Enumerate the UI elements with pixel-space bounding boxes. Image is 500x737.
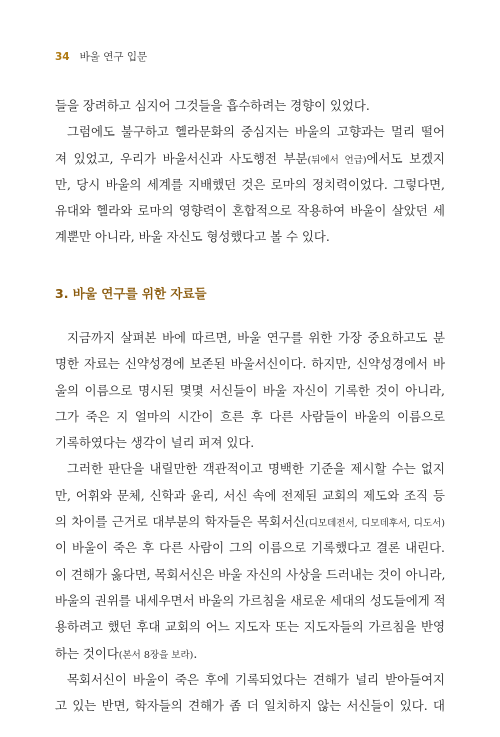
inline-note: (본서 8장을 보라) (118, 649, 194, 661)
text-line: 고 있는 반면, 학자들의 견해가 좀 더 일치하지 않는 서신들이 있다. 대 (55, 698, 445, 714)
paragraph-block-1 (55, 93, 445, 251)
text-line: 기록하였다는 생각이 널리 퍼져 있다. (55, 435, 255, 451)
text-line: 그가 죽은 지 얼마의 시간이 흐른 후 다른 사람들이 바울의 이름으로 (55, 408, 445, 424)
inline-note: (뒤에서 언급) (307, 154, 367, 166)
text-line: 울의 이름으로 명시된 몇몇 서신들이 바울 자신이 기록한 것이 아니라, (55, 382, 445, 398)
text-line: 의 차이를 근거로 대부분의 학자들은 목회서신(디모데전서, 디모데후서, 디도서) (55, 514, 445, 530)
text-line: 계뿐만 아니라, 바울 자신도 형성했다고 볼 수 있다. (55, 229, 330, 245)
text-line: 바울의 권위를 내세우면서 바울의 가르침을 새로운 세대의 성도들에게 적 (55, 592, 446, 608)
text-line: 지금까지 살펴본 바에 따르면, 바울 연구를 위한 가장 중요하고도 분 (67, 330, 445, 345)
text-line: 져 있었고, 우리가 바울서신과 사도행전 부분(뒤에서 언급)에서도 보겠지 (55, 150, 445, 166)
text-line: 유대와 헬라와 로마의 영향력이 혼합적으로 작용하여 바울이 살았던 세 (55, 203, 445, 219)
section-heading: 3. 바울 연구를 위한 자료들 (55, 286, 207, 301)
text-line: 용하려고 했던 후대 교회의 어느 지도자 또는 지도자들의 가르침을 반영 (55, 619, 445, 635)
running-header (55, 49, 147, 64)
text-line: 목회서신이 바울이 죽은 후에 기록되었다는 견해가 널리 받아들여지 (67, 671, 445, 687)
text-line: 명한 자료는 신약성경에 보존된 바울서신이다. 하지만, 신약성경에서 바 (55, 356, 445, 372)
text-line: 그러한 판단을 내릴만한 객관적이고 명백한 기준을 제시할 수는 없지 (67, 461, 445, 477)
text-line: 하는 것이다(본서 8장을 보라). (55, 645, 198, 661)
text-line: 이 바울이 죽은 후 다른 사람이 그의 이름으로 기록했다고 결론 내린다. (55, 540, 445, 556)
inline-note: (디모데전서, 디모데후서, 디도서) (305, 518, 445, 530)
text-line: 이 견해가 옳다면, 목회서신은 바울 자신의 사상을 드러내는 것이 아니라, (55, 566, 446, 582)
text-line: 만, 어휘와 문체, 신학과 윤리, 서신 속에 전제된 교회의 제도와 조직 등 (55, 487, 445, 503)
paragraph-block-2 (55, 325, 445, 719)
text-line: 그럼에도 불구하고 헬라문화의 중심지는 바울의 고향과는 멀리 떨어 (67, 124, 445, 140)
text-line: 만, 당시 바울의 세계를 지배했던 것은 로마의 정치력이었다. 그렇다면, (55, 176, 445, 192)
page-number: 34 (55, 51, 70, 63)
book-title: 바울 연구 입문 (79, 51, 148, 63)
text-line: 들을 장려하고 심지어 그것들을 흡수하려는 경향이 있었다. (55, 98, 370, 113)
